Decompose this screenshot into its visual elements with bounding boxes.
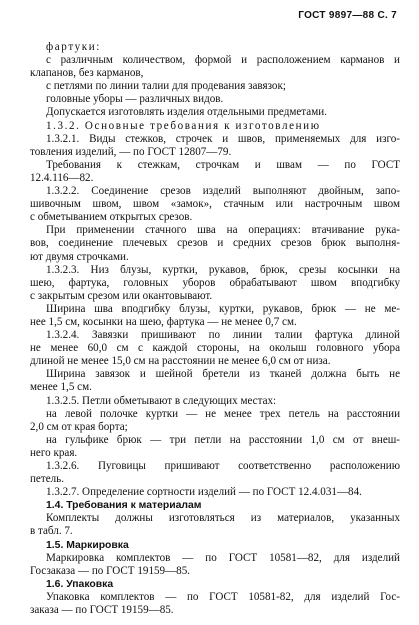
text-line: петель. — [30, 473, 65, 486]
text-line: ют двумя строчками. — [30, 250, 129, 263]
text-line: 1.3.2.6. Пуговицы пришивают соответственно расположению — [46, 460, 400, 472]
text-line: 12.4.116—82. — [30, 171, 94, 184]
text-line: заказа — по ГОСТ 19159—85. — [30, 604, 174, 617]
text-line: 2,0 см от края борта; — [30, 420, 128, 433]
text-line: менее 1,5 см. — [30, 381, 92, 394]
text-line: При применении стачного шва на операциях: втачивание рука- — [46, 224, 400, 237]
text-line: 1.3.2.5. Петли обметывают в следующих местах: — [46, 394, 277, 407]
text-line: вов, соединение плечевых срезов и средних срезов брюк выполня- — [30, 237, 400, 250]
text-line: 1.6. Упаковка — [46, 578, 114, 590]
text-line: Допускается изготовлять изделия отдельными предметами. — [46, 106, 327, 119]
text-line: Госзаказа — по ГОСТ 19159—85. — [30, 564, 191, 577]
text-line: нее 1,5 см, косынки на шею, фартука — не менее 0,7 см. — [30, 315, 297, 328]
text-line: клапанов, без карманов, — [30, 67, 144, 80]
text-line: 1.4. Требования к материалам — [46, 500, 202, 512]
text-line: Упаковка комплектов — по ГОСТ 10581-82, для изделий Гос- — [46, 590, 400, 603]
text-line: Ширина завязок и шейной бретели из тканей должна быть не — [46, 368, 400, 381]
text-line: 1.3.2.3. Низ блузы, куртки, рукавов, брюк, срезы косынки на — [46, 263, 400, 276]
text-line: 1.3.2.1. Виды стежков, строчек и швов, применяемых для изго- — [46, 132, 400, 145]
page-header: ГОСТ 9897—88 С. 7 — [298, 10, 397, 21]
text-line: Маркировка комплектов — по ГОСТ 10581—82, для изделий — [46, 551, 400, 564]
text-line: с петлями по линии талии для продевания завязок; — [46, 80, 286, 93]
text-line: 1.3.2.2. Соединение срезов изделий выполняют двойным, запо- — [46, 185, 400, 198]
text-line: фартуки: — [46, 41, 101, 53]
text-line: с различным количеством, формой и расположением карманов и — [46, 54, 400, 67]
text-line: него края. — [30, 446, 78, 459]
text-line: шивочным швом, швом «замок», стачным или настрочным швом — [30, 198, 400, 211]
text-line: не менее 60,0 см с каждой стороны, на околыш головного убора — [30, 342, 400, 355]
text-line: с закрытым срезом или окантовывают. — [30, 289, 213, 302]
text-line: товления изделий, — по ГОСТ 12807—79. — [30, 145, 232, 158]
text-line: на левой полочке куртки — не менее трех петель на расстоянии — [46, 407, 400, 420]
text-line: Ширина шва вподгибку блузы, куртки, рукавов, брюк — не ме- — [46, 302, 400, 315]
text-line: шею, фартука, головных уборов обрабатывают швом вподгибку — [30, 276, 400, 289]
text-line: головные уборы — различных видов. — [46, 93, 224, 106]
text-line: с обметыванием открытых срезов. — [30, 211, 193, 224]
document-body — [30, 41, 400, 617]
text-line: длиной не менее 15,0 см на расстоянии не менее 6,0 см от низа. — [30, 355, 331, 368]
text-line: на гульфике брюк — три петли на расстоянии 1,0 см от внеш- — [46, 433, 400, 446]
text-line: Комплекты должны изготовляться из материалов, указанных — [46, 512, 400, 525]
text-line: 1.3.2.4. Завязки пришивают по линии талии фартука длиной — [46, 329, 400, 342]
text-line: 1.5. Маркировка — [46, 539, 129, 551]
text-line: в табл. 7. — [30, 525, 73, 538]
text-line: Требования к стежкам, строчкам и швам — по ГОСТ — [46, 158, 400, 171]
text-line: 1.3.2. Основные требования к изготовлению — [46, 119, 321, 132]
text-line: 1.3.2.7. Определение сортности изделий — по ГОСТ 12.4.031—84. — [46, 486, 362, 499]
